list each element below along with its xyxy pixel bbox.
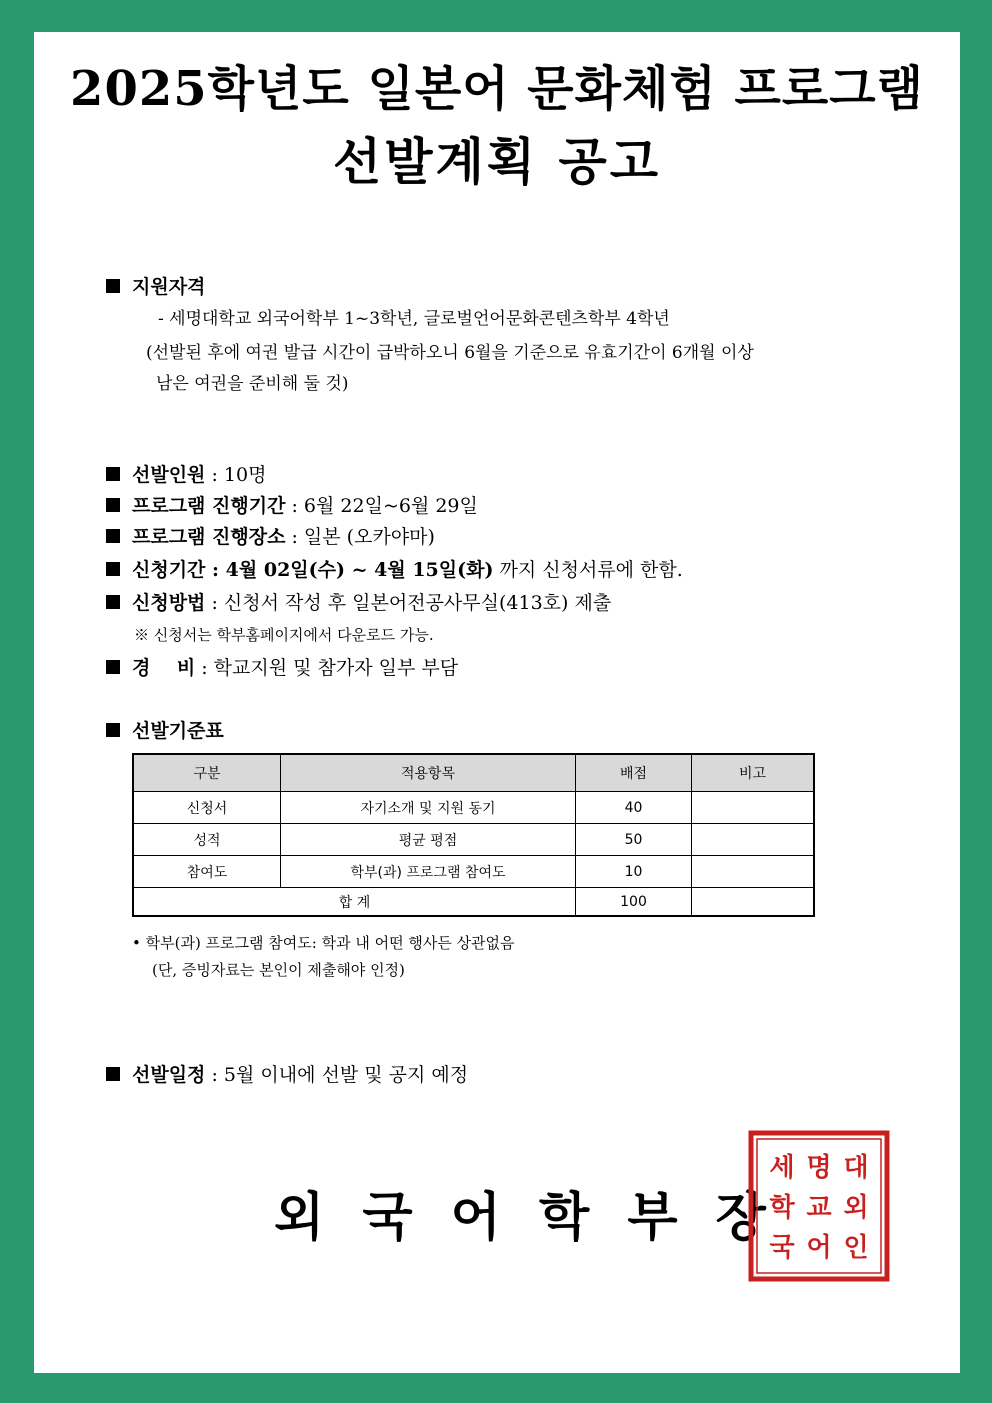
section-eligibility <box>106 272 205 299</box>
table-cell <box>692 824 815 856</box>
bullet-square-icon <box>106 562 120 576</box>
table-cell: 참여도 <box>133 856 281 888</box>
eligibility-detail: - 세명대학교 외국어학부 1~3학년, 글로벌언어문화콘텐츠학부 4학년 <box>158 309 670 329</box>
total-value: 100 <box>576 888 692 917</box>
info-program-location <box>106 522 435 549</box>
table-cell <box>692 888 815 917</box>
bullet-square-icon <box>106 723 120 737</box>
svg-text:대: 대 <box>843 1153 869 1183</box>
info-value: : 4월 02일(수) ~ 4월 15일(화) <box>205 559 494 581</box>
total-label: 합 계 <box>133 888 576 917</box>
svg-text:외: 외 <box>843 1193 869 1223</box>
col-header: 구분 <box>133 754 281 792</box>
eligibility-note-1: (선발된 후에 여권 발급 시간이 급박하오니 6월을 기준으로 유효기간이 6개월 이상 <box>146 343 754 363</box>
info-label: 신청방법 <box>132 592 206 614</box>
info-program-period <box>106 491 478 518</box>
svg-text:학: 학 <box>769 1193 795 1223</box>
schedule-value: : 5월 이내에 선발 및 공지 예정 <box>205 1064 469 1086</box>
title-line-1: 2025학년도 일본어 문화체험 프로그램 <box>70 61 924 117</box>
svg-text:명: 명 <box>806 1153 832 1183</box>
col-header: 비고 <box>692 754 815 792</box>
info-value: : 10명 <box>205 464 267 486</box>
bullet-square-icon <box>106 595 120 609</box>
info-value: : 학교지원 및 참가자 일부 부담 <box>195 657 459 679</box>
schedule-label: 선발일정 <box>132 1064 206 1086</box>
signer-name: 외 국 어 학 부 장 <box>274 1187 776 1248</box>
svg-text:교: 교 <box>806 1193 832 1223</box>
criteria-table <box>132 753 815 917</box>
title-line-2: 선발계획 공고 <box>332 132 662 191</box>
table-cell: 성적 <box>133 824 281 856</box>
info-expense <box>106 653 458 680</box>
bullet-square-icon <box>106 529 120 543</box>
bullet-square-icon <box>106 498 120 512</box>
svg-text:세: 세 <box>769 1153 795 1183</box>
criteria-note-1: • 학부(과) 프로그램 참여도: 학과 내 어떤 행사든 상관없음 <box>132 934 515 952</box>
table-cell: 10 <box>576 856 692 888</box>
info-label: 프로그램 진행장소 <box>132 526 286 548</box>
table-cell: 40 <box>576 792 692 824</box>
info-value: : 6월 22일~6월 29일 <box>285 495 478 517</box>
info-application-period <box>106 555 683 582</box>
table-cell: 학부(과) 프로그램 참여도 <box>281 856 576 888</box>
info-value: : 일본 (오카야마) <box>285 526 435 548</box>
table-cell: 평균 평점 <box>281 824 576 856</box>
table-cell <box>692 856 815 888</box>
table-row <box>133 856 814 888</box>
info-label: 선발인원 <box>132 464 206 486</box>
criteria-note-2: (단, 증빙자료는 본인이 제출해야 인정) <box>152 961 405 979</box>
table-total-row <box>133 888 814 917</box>
eligibility-note-2: 남은 여권을 준비해 둘 것) <box>156 374 349 394</box>
table-cell: 자기소개 및 지원 동기 <box>281 792 576 824</box>
info-label: 경 비 <box>132 657 196 679</box>
col-header: 적용항목 <box>281 754 576 792</box>
svg-text:인: 인 <box>843 1233 869 1263</box>
table-cell: 50 <box>576 824 692 856</box>
info-application-method <box>106 588 611 615</box>
info-recruit-count <box>106 460 266 487</box>
table-cell: 신청서 <box>133 792 281 824</box>
table-row <box>133 824 814 856</box>
info-label: 프로그램 진행기간 <box>132 495 286 517</box>
eligibility-heading: 지원자격 <box>132 276 206 298</box>
section-schedule <box>106 1060 468 1087</box>
info-value: : 신청서 작성 후 일본어전공사무실(413호) 제출 <box>205 592 612 614</box>
criteria-heading: 선발기준표 <box>132 720 224 742</box>
bullet-square-icon <box>106 660 120 674</box>
document-page <box>34 32 960 1373</box>
official-seal <box>748 1130 890 1282</box>
col-header: 배점 <box>576 754 692 792</box>
svg-text:어: 어 <box>806 1233 832 1263</box>
bullet-square-icon <box>106 467 120 481</box>
bullet-square-icon <box>106 279 120 293</box>
bullet-square-icon <box>106 1067 120 1081</box>
svg-text:국: 국 <box>769 1233 795 1263</box>
table-row <box>133 792 814 824</box>
info-suffix: 까지 신청서류에 한함. <box>493 559 683 581</box>
table-cell <box>692 792 815 824</box>
apply-note: ※ 신청서는 학부홈페이지에서 다운로드 가능. <box>134 626 434 644</box>
info-label: 신청기간 <box>132 559 206 581</box>
section-criteria <box>106 716 224 743</box>
